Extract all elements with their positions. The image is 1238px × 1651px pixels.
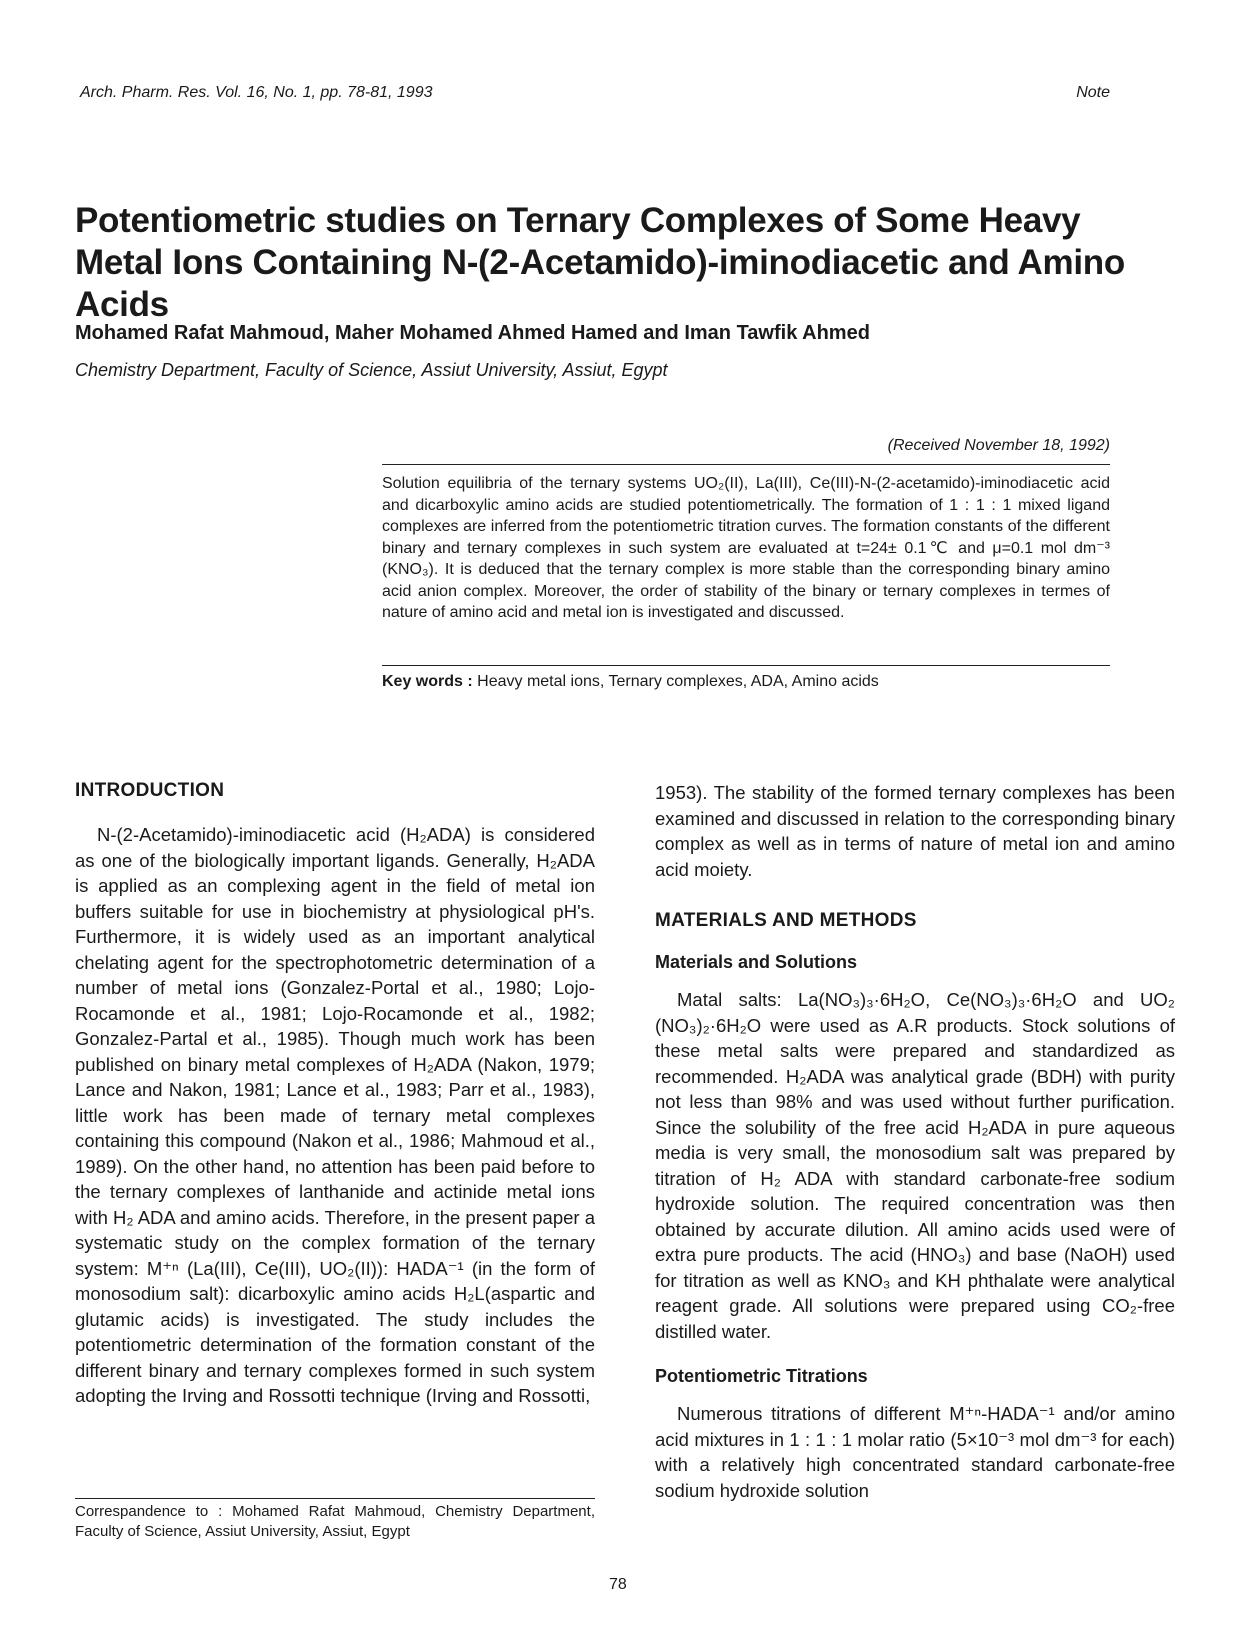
footnote-divider: [75, 1498, 595, 1499]
abstract-text: Solution equilibria of the ternary systems UO₂(II), La(III), Ce(III)-N-(2-acetamido)-iminodiacetic acid and dicarboxylic amino acids are studied potentiometrically. The formation of 1 : 1 : 1 mixed ligand complexes are inferred from the potentiometric titration curves. The formation constants of the different binary and ternary complexes in such system are evaluated at t=24± 0.1℃ and μ=0.1 mol dm⁻³ (KNO₃). It is deduced that the ternary complex is more stable than the corresponding binary amino acid anion complex. Moreover, the order of stability of the binary or ternary complexes in termes of nature of amino acid and metal ion is investigated and discussed.: [382, 475, 1110, 621]
keywords-text: Heavy metal ions, Ternary complexes, ADA, Amino acids: [477, 673, 879, 690]
potentiometric-titrations-paragraph: Numerous titrations of different M⁺ⁿ-HADA⁻¹ and/or amino acid mixtures in 1 : 1 : 1 molar ratio (5×10⁻³ mol dm⁻³ for each) with a relatively high concentrated standard carbonate-free sodium hydroxide solution: [655, 1403, 1175, 1501]
page-number: 78: [609, 1576, 627, 1593]
introduction-paragraph: N-(2-Acetamido)-iminodiacetic acid (H₂ADA) is considered as one of the biologically important ligands. Generally, H₂ADA is applied as an complexing agent in the field of metal ion buffers suitable for use in biochemistry at physiological pH's. Furthermore, it is widely used as an important analytical chelating agent for the spectrophotometric determination of a number of metal ions (Gonzalez-Portal et al., 1980; Lojo-Rocamonde et al., 1981; Lojo-Rocamonde et al., 1982; Gonzalez-Partal et al., 1985). Though much work has been published on binary metal complexes of H₂ADA (Nakon, 1979; Lance and Nakon, 1981; Lance et al., 1983; Parr et al., 1983), little work has been made of ternary metal complexes containing this compound (Nakon et al., 1986; Mahmoud et al., 1989). On the other hand, no attention has been paid before to the ternary complexes of lanthanide and actinide metal ions with H₂ ADA and amino acids. Therefore, in the present paper a systematic study on the complex formation of the ternary system: M⁺ⁿ (La(III), Ce(III), UO₂(II)): HADA⁻¹ (in the form of monosodium salt): dicarboxylic amino acids H₂L(aspartic and glutamic acids) is investigated. The study includes the potentiometric determination of the formation constant of the different binary and ternary complexes formed in such system adopting the Irving and Rossotti technique (Irving and Rossotti,: [75, 824, 595, 1406]
paper-title: Potentiometric studies on Ternary Complexes of Some Heavy Metal Ions Containing N-(2-Acetamido)-iminodiacetic and Amino Acids: [75, 201, 1125, 324]
introduction-heading: INTRODUCTION: [75, 780, 225, 801]
journal-citation: Arch. Pharm. Res. Vol. 16, No. 1, pp. 78-81, 1993: [80, 84, 433, 101]
keywords-section: [382, 665, 1110, 691]
introduction-continuation: 1953). The stability of the formed ternary complexes has been examined and discussed in relation to the corresponding binary complex as well as in terms of nature of metal ion and amino acid moiety.: [655, 782, 1175, 880]
materials-methods-heading: MATERIALS AND METHODS: [655, 910, 917, 931]
right-column: [655, 780, 1175, 1503]
materials-solutions-heading: Materials and Solutions: [655, 952, 858, 972]
received-date: (Received November 18, 1992): [887, 437, 1110, 454]
keywords-label: Key words :: [382, 673, 473, 690]
abstract-section: [382, 464, 1110, 624]
authors: Mohamed Rafat Mahmoud, Maher Mohamed Ahmed Hamed and Iman Tawfik Ahmed: [75, 322, 870, 344]
potentiometric-titrations-heading: Potentiometric Titrations: [655, 1366, 868, 1386]
materials-solutions-paragraph: Matal salts: La(NO₃)₃·6H₂O, Ce(NO₃)₃·6H₂O and UO₂ (NO₃)₂·6H₂O were used as A.R products. Stock solutions of these metal salts were prepared and standardized as recommended. H₂ADA was analytical grade (BDH) with purity not less than 98% and was used without further purification. Since the solubility of the free acid H₂ADA in pure aqueous media is very small, the monosodium salt was prepared by titration of H₂ ADA with standard carbonate-free sodium hydroxide solution. The required concentration was then obtained by accurate dilution. All amino acids used were of extra pure products. The acid (HNO₃) and base (NaOH) used for titration as well as KNO₃ and KH phthalate were analytical reagent grade. All solutions were prepared using CO₂-free distilled water.: [655, 989, 1175, 1342]
left-column: [75, 780, 595, 1409]
article-type: Note: [1076, 84, 1110, 101]
correspondence-footnote: Correspandence to : Mohamed Rafat Mahmoud, Chemistry Department, Faculty of Science, Assiut University, Assiut, Egypt: [75, 1503, 595, 1540]
affiliation: Chemistry Department, Faculty of Science, Assiut University, Assiut, Egypt: [75, 360, 668, 380]
